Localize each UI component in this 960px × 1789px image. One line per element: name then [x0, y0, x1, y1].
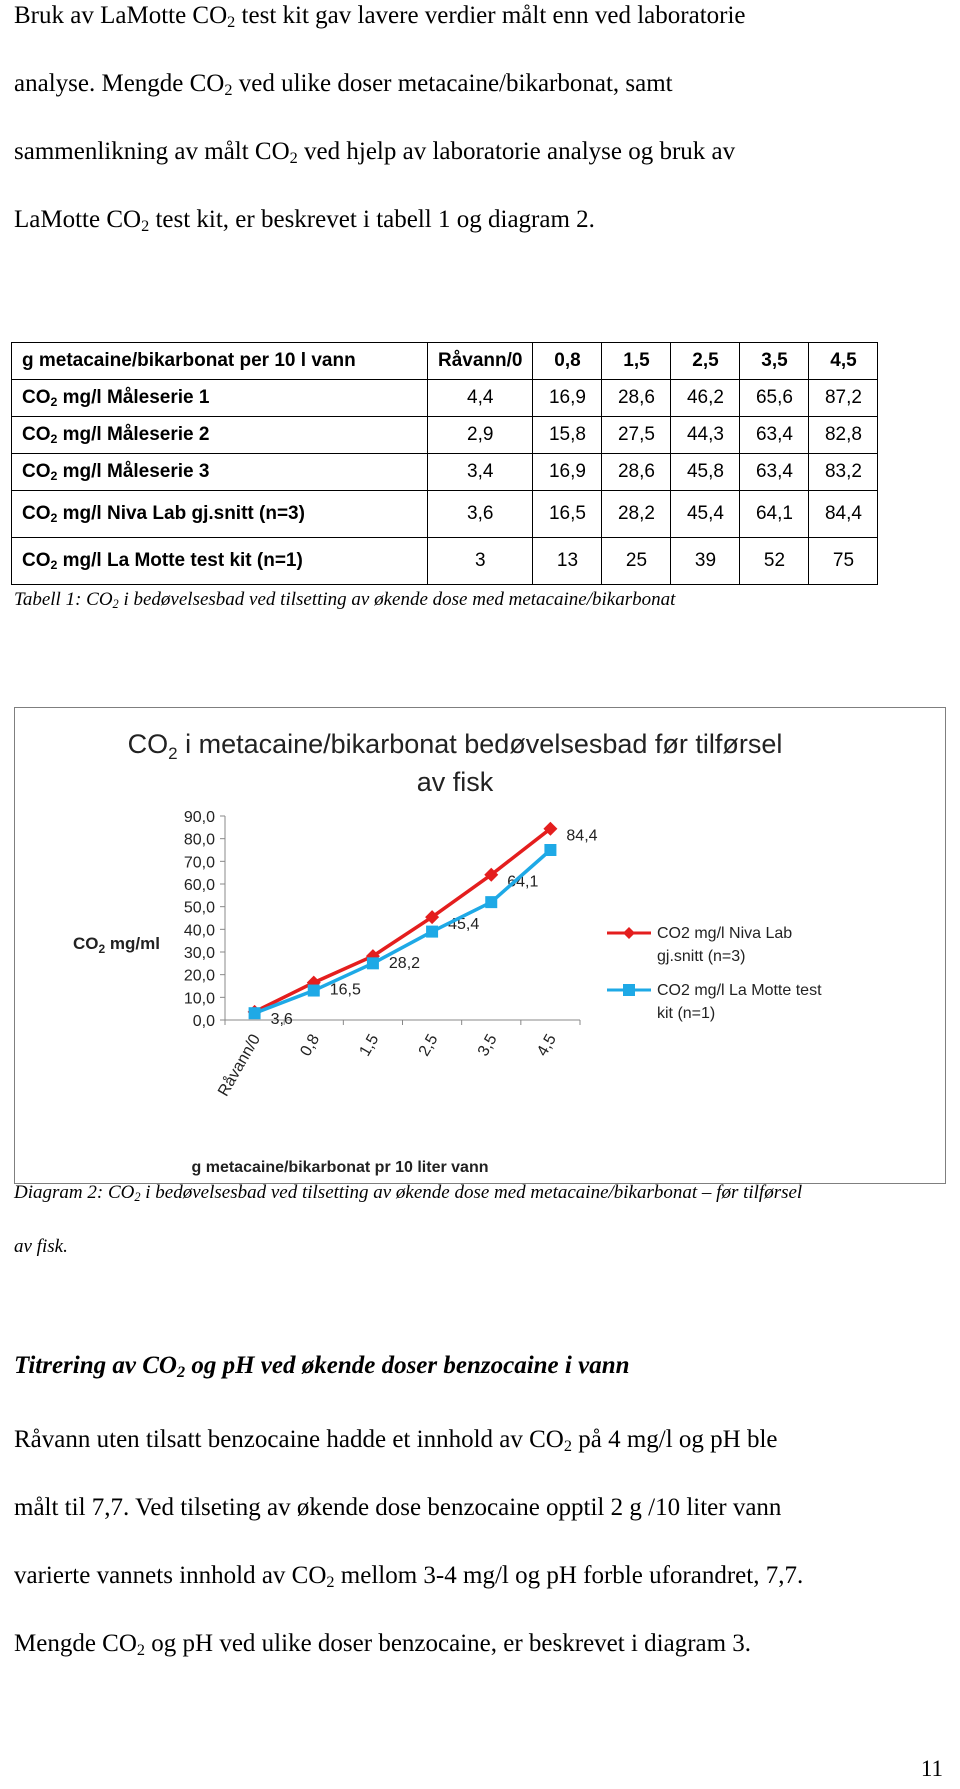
table-cell: 25 [602, 538, 671, 585]
y-tick-label: 10,0 [183, 990, 215, 1008]
section-line: varierte vannets innhold av $CO_2$ mellom 3-4 mg/l og pH forble uforandret, 7,7. [14, 1562, 804, 1592]
section-line: Råvann uten tilsatt benzocaine hadde et innhold av $CO_2$ på 4 mg/l og pH ble [14, 1426, 778, 1456]
legend-marker [623, 927, 635, 939]
data-label: 84,4 [566, 827, 598, 845]
x-tick-label: Råvann/0 [215, 1031, 265, 1100]
table-row-label: $CO_2$ mg/l Måleserie 2 [12, 417, 428, 454]
intro-line: sammenlikning av målt $CO_2$ ved hjelp av laboratorie analyse og bruk av [14, 138, 736, 168]
section-paragraph [14, 1406, 944, 1678]
chart-title-line2: av fisk [416, 767, 494, 797]
table-cell: 4,4 [428, 380, 533, 417]
table-cell: 28,6 [602, 454, 671, 491]
table-header-cell: 1,5 [602, 343, 671, 380]
diagram-caption: Diagram 2: $CO_2$ i bedøvelsesbad ved tilsetting av økende dose med metacaine/bikarbonat – før tilførsel [14, 1182, 803, 1205]
data-label: 16,5 [329, 981, 361, 999]
table-header-cell: 4,5 [809, 343, 878, 380]
table-cell: 27,5 [602, 417, 671, 454]
x-tick-label: 4,5 [534, 1031, 560, 1060]
table-cell: 16,9 [533, 454, 602, 491]
section-heading: Titrering av $CO_2$ og pH ved økende doser benzocaine i vann [14, 1352, 630, 1382]
intro-line: Bruk av LaMotte $CO_2$ test kit gav lavere verdier målt enn ved laboratorie [14, 2, 746, 32]
table-row-label: $CO_2$ mg/l Niva Lab gj.snitt (n=3) [12, 491, 428, 538]
y-tick-label: 20,0 [183, 967, 215, 985]
table-cell: 63,4 [740, 417, 809, 454]
data-label: 28,2 [388, 955, 421, 973]
table-row [12, 538, 878, 585]
table-cell: 65,6 [740, 380, 809, 417]
chart-x-axis-label: g metacaine/bikarbonat pr 10 liter vann [191, 1159, 489, 1176]
legend-label: CO2 mg/l Niva Lab [657, 925, 793, 942]
table-header-cell: 0,8 [533, 343, 602, 380]
table-header-cell: 2,5 [671, 343, 740, 380]
table-cell: 87,2 [809, 380, 878, 417]
table-cell: 45,4 [671, 491, 740, 538]
y-tick-label: 30,0 [183, 945, 215, 962]
intro-paragraph [14, 0, 944, 254]
table-cell: 64,1 [740, 491, 809, 538]
data-point-marker [367, 957, 379, 969]
table-cell: 28,6 [602, 380, 671, 417]
table-cell: 3 [428, 538, 533, 585]
data-point-marker [249, 1007, 261, 1019]
table-cell: 45,8 [671, 454, 740, 491]
table-row [12, 380, 878, 417]
table-cell: 28,2 [602, 491, 671, 538]
table-cell: 46,2 [671, 380, 740, 417]
table-cell: 39 [671, 538, 740, 585]
table-row-label: $CO_2$ mg/l Måleserie 3 [12, 454, 428, 491]
table-cell: 3,6 [428, 491, 533, 538]
series-line [255, 829, 551, 1012]
table-cell: 16,9 [533, 380, 602, 417]
table-row [12, 491, 878, 538]
x-tick-label: 2,5 [415, 1031, 442, 1060]
table-cell: 83,2 [809, 454, 878, 491]
legend-label-line2: gj.snitt (n=3) [657, 948, 746, 965]
legend-label-line2: kit (n=1) [657, 1005, 716, 1022]
x-tick-label: 1,5 [356, 1031, 383, 1060]
table-caption: Tabell 1: $CO_2$ i bedøvelsesbad ved tilsetting av økende dose med metacaine/bikarbonat [14, 589, 676, 612]
chart-container [14, 707, 946, 1184]
intro-line: LaMotte $CO_2$ test kit, er beskrevet i tabell 1 og diagram 2. [14, 206, 595, 236]
section-line: Mengde $CO_2$ og pH ved ulike doser benzocaine, er beskrevet i diagram 3. [14, 1630, 752, 1660]
data-label: 64,1 [507, 873, 539, 891]
data-point-marker [308, 985, 320, 997]
chart-title: $CO_2$ i metacaine/bikarbonat bedøvelsesbad før tilførsel [127, 729, 783, 763]
chart-y-axis-label: $CO_2$ mg/ml [73, 934, 160, 956]
table-header-row [12, 343, 878, 380]
table-cell: 63,4 [740, 454, 809, 491]
section-line: målt til 7,7. Ved tilseting av økende dose benzocaine opptil 2 g /10 liter vann [14, 1494, 782, 1521]
y-tick-label: 0,0 [192, 1013, 215, 1030]
data-point-marker [485, 896, 497, 908]
legend-label: CO2 mg/l La Motte test [657, 982, 822, 999]
line-chart [15, 708, 945, 1183]
table-cell: 15,8 [533, 417, 602, 454]
y-tick-label: 80,0 [183, 831, 215, 849]
data-point-marker [544, 844, 556, 856]
table-row-label: $CO_2$ mg/l Måleserie 1 [12, 380, 428, 417]
table-header-label: g metacaine/bikarbonat per 10 l vann [12, 343, 428, 380]
y-tick-label: 40,0 [183, 922, 215, 940]
table-cell: 44,3 [671, 417, 740, 454]
y-tick-label: 70,0 [183, 854, 215, 872]
table-cell: 52 [740, 538, 809, 585]
table-cell: 3,4 [428, 454, 533, 491]
diagram-caption-line2: av fisk. [14, 1236, 68, 1257]
table-header-cell: Råvann/0 [428, 343, 533, 380]
table-cell: 16,5 [533, 491, 602, 538]
data-label: 45,4 [448, 916, 480, 934]
data-label: 3,6 [270, 1010, 293, 1028]
table-cell: 84,4 [809, 491, 878, 538]
table-cell: 82,8 [809, 417, 878, 454]
x-tick-label: 0,8 [297, 1031, 324, 1060]
table-row [12, 417, 878, 454]
table-cell: 13 [533, 538, 602, 585]
intro-line: analyse. Mengde $CO_2$ ved ulike doser metacaine/bikarbonat, samt [14, 70, 673, 100]
y-tick-label: 60,0 [183, 877, 215, 894]
data-point-marker [426, 926, 438, 938]
table-cell: 2,9 [428, 417, 533, 454]
legend-marker [623, 984, 635, 996]
table-row [12, 454, 878, 491]
table-cell: 75 [809, 538, 878, 585]
y-tick-label: 50,0 [183, 899, 215, 917]
data-table [11, 342, 878, 585]
x-tick-label: 3,5 [474, 1031, 501, 1060]
page-number: 11 [920, 1756, 943, 1781]
table-row-label: $CO_2$ mg/l La Motte test kit (n=1) [12, 538, 428, 585]
y-tick-label: 90,0 [183, 809, 215, 826]
table-header-cell: 3,5 [740, 343, 809, 380]
